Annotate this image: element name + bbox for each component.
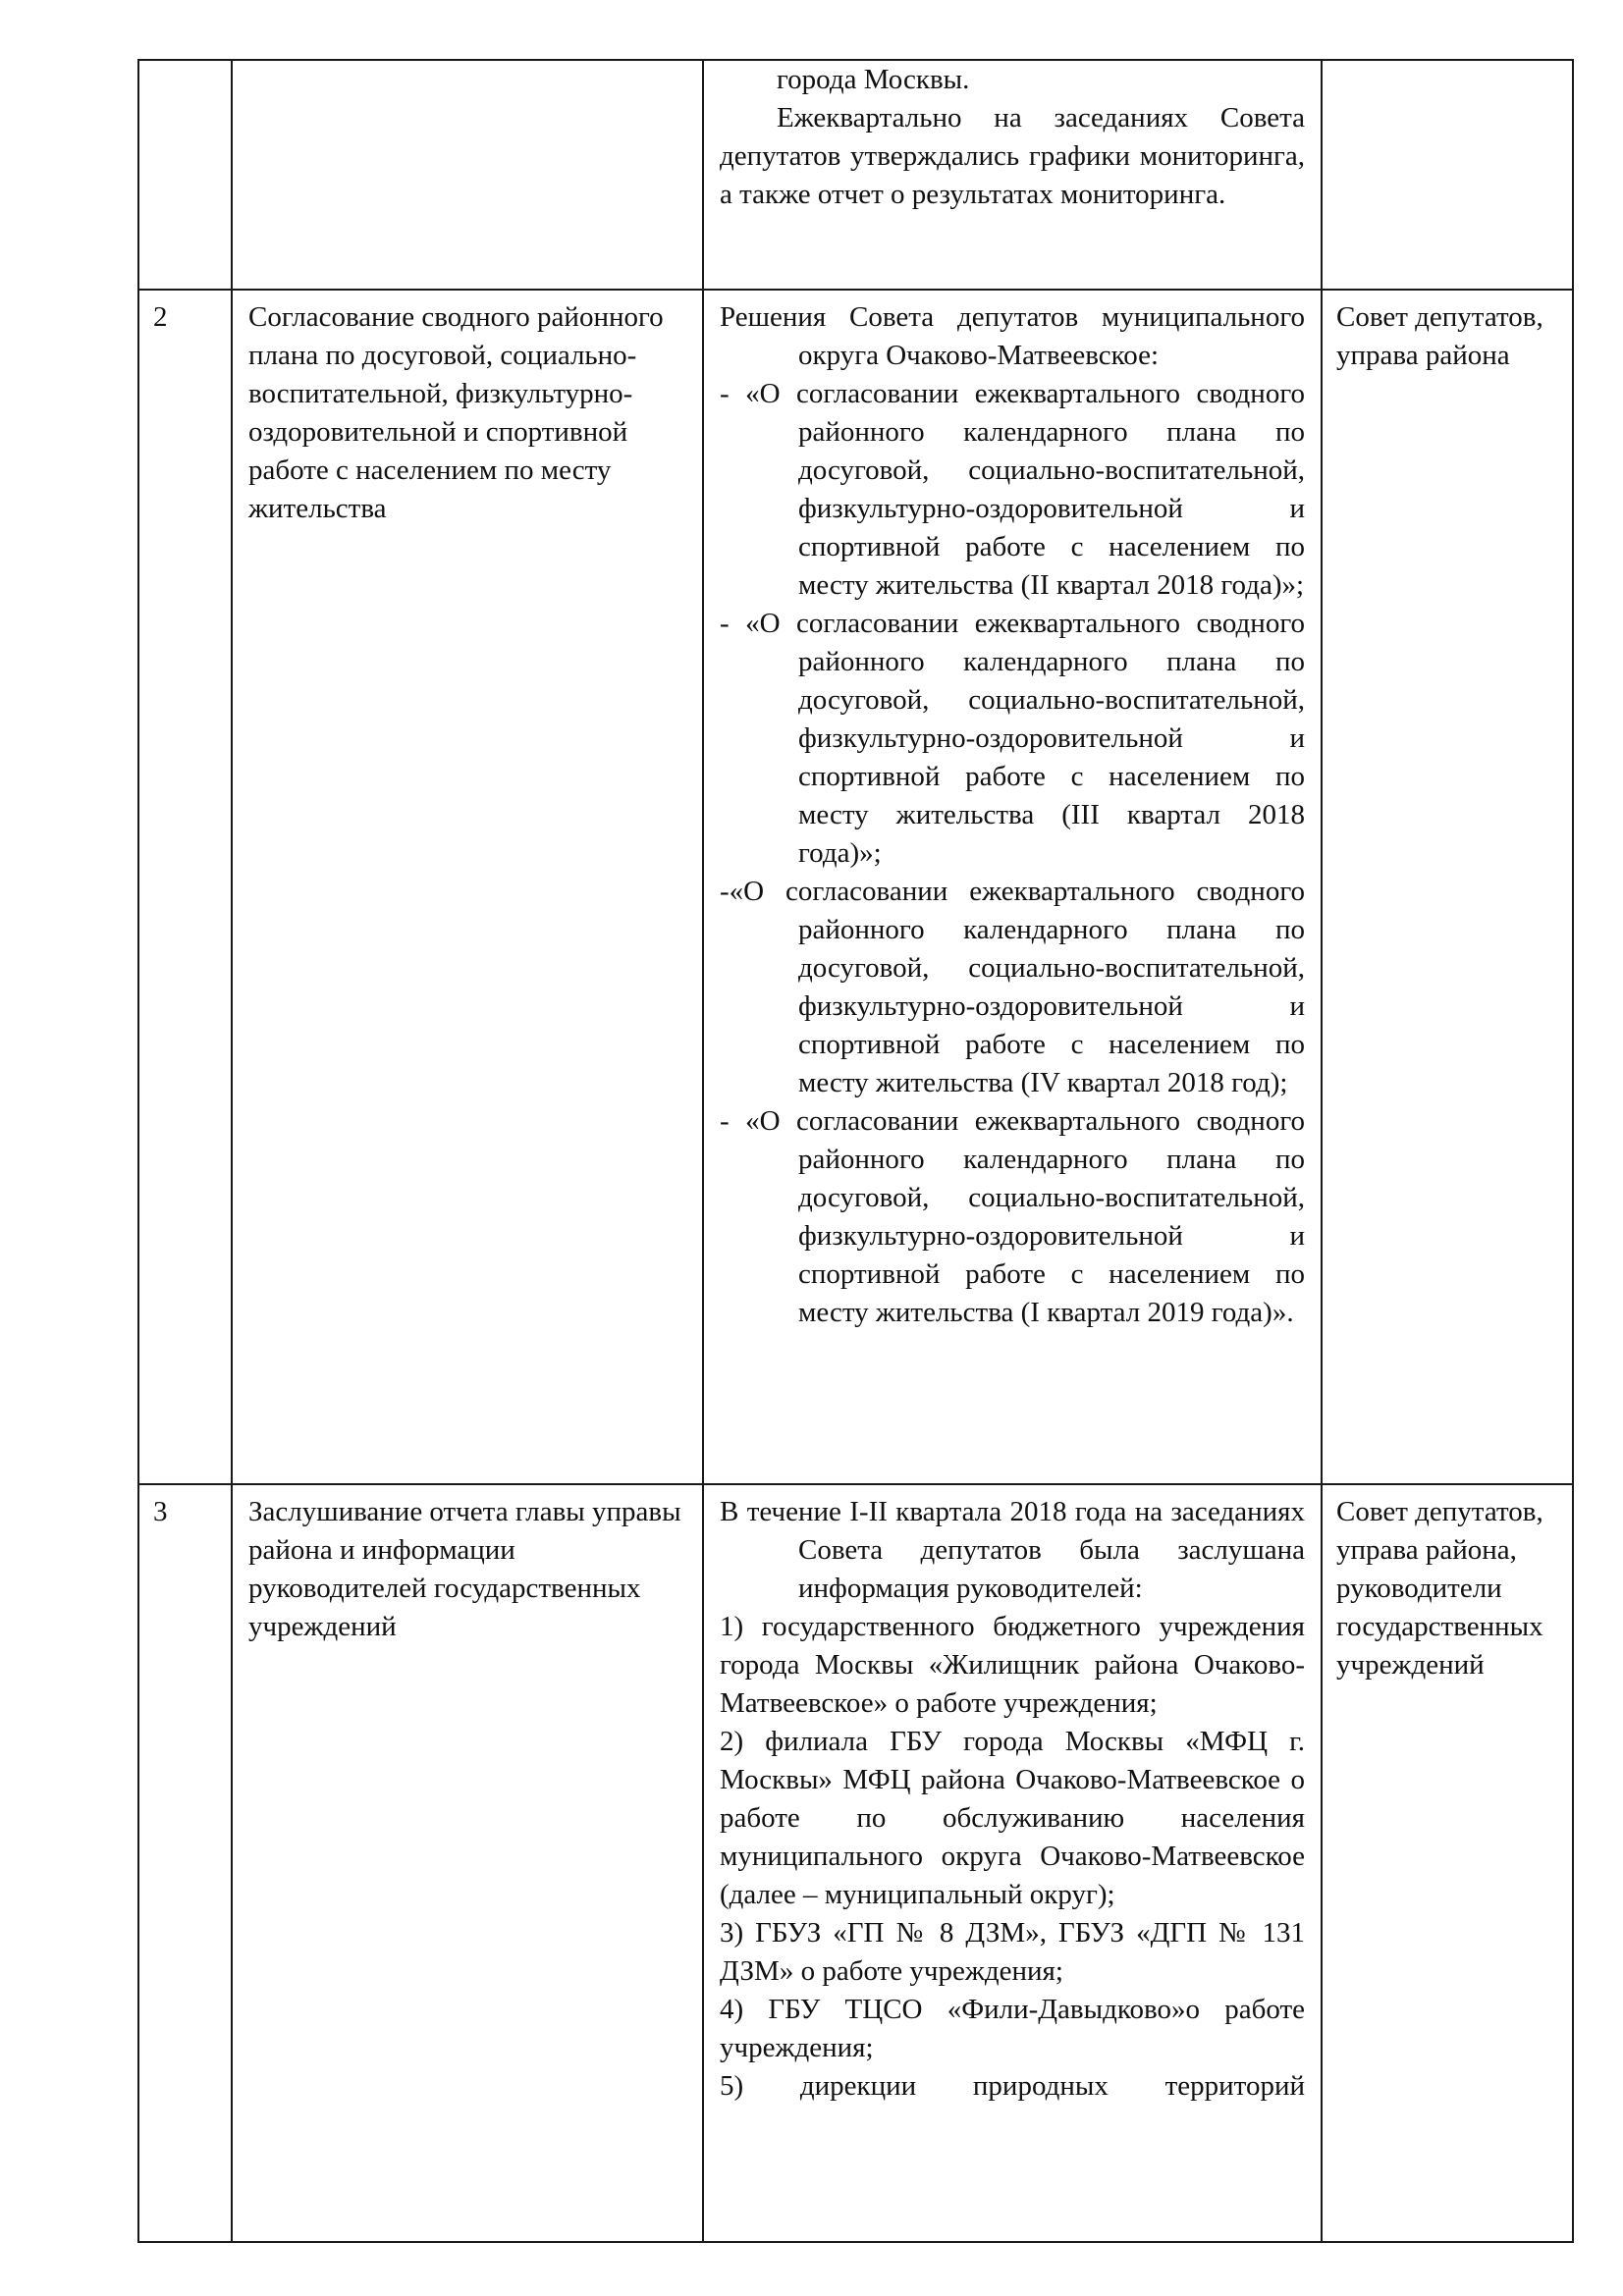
table-row [138, 1484, 1573, 2242]
result-line: города Москвы. [777, 64, 970, 95]
activity-cell: Согласование сводного районного плана по досуговой, социально-воспитательной, физкультурно-оздоровительной и спортивной работе с населением по месту жительства [232, 290, 703, 1484]
result-cell [703, 290, 1322, 1484]
result-paragraph: Ежеквартально на заседаниях Совета депутатов утверждались графики мониторинга, а также отчет о результатах мониторинга. [720, 102, 1305, 210]
report-table [137, 59, 1574, 2243]
row-number-cell [138, 60, 232, 290]
result-cell [703, 1484, 1322, 2242]
list-item: -«О согласовании ежеквартального сводного районного календарного плана по досуговой, социально-воспитательной, физкультурно-оздоровительной и спортивной работе с населением по месту жительства (IV квартал 2018 год); [720, 876, 1305, 1098]
responsible-cell: Совет депутатов, управа района, руководители государственных учреждений [1322, 1484, 1573, 2242]
result-intro: Решения Совета депутатов муниципального округа Очаково-Матвеевское: [720, 301, 1305, 371]
list-item: 1) государственного бюджетного учреждения города Москвы «Жилищник района Очаково-Матвеевское» о работе учреждения; [720, 1611, 1305, 1719]
result-intro: В течение I-II квартала 2018 года на заседаниях Совета депутатов была заслушана информация руководителей: [720, 1496, 1305, 1604]
list-item: - «О согласовании ежеквартального сводного районного календарного плана по досуговой, социально-воспитательной, физкультурно-оздоровительной и спортивной работе с населением по месту жительства (III квартал 2018 года)»; [720, 608, 1305, 869]
list-item: - «О согласовании ежеквартального сводного районного календарного плана по досуговой, социально-воспитательной, физкультурно-оздоровительной и спортивной работе с населением по месту жительства (II квартал 2018 года)»; [720, 378, 1305, 601]
list-item: 4) ГБУ ТЦСО «Фили-Давыдково»о работе учреждения; [720, 1994, 1305, 2063]
list-item: - «О согласовании ежеквартального сводного районного календарного плана по досуговой, социально-воспитательной, физкультурно-оздоровительной и спортивной работе с населением по месту жительства (I квартал 2019 года)». [720, 1105, 1305, 1328]
row-number-cell: 2 [138, 290, 232, 1484]
table-row [138, 290, 1573, 1484]
result-cell [703, 60, 1322, 290]
activity-cell [232, 60, 703, 290]
table-row [138, 60, 1573, 290]
list-item: 5) дирекции природных территорий [720, 2070, 1305, 2102]
list-item: 3) ГБУЗ «ГП № 8 ДЗМ», ГБУЗ «ДГП № 131 ДЗМ» о работе учреждения; [720, 1917, 1305, 1987]
row-number-cell: 3 [138, 1484, 232, 2242]
responsible-cell: Совет депутатов, управа района [1322, 290, 1573, 1484]
list-item: 2) филиала ГБУ города Москвы «МФЦ г. Москвы» МФЦ района Очаково-Матвеевское о работе по обслуживанию населения муниципального округа Очаково-Матвеевское (далее – муниципальный округ); [720, 1726, 1305, 1910]
activity-cell: Заслушивание отчета главы управы района и информации руководителей государственных учреждений [232, 1484, 703, 2242]
responsible-cell [1322, 60, 1573, 290]
